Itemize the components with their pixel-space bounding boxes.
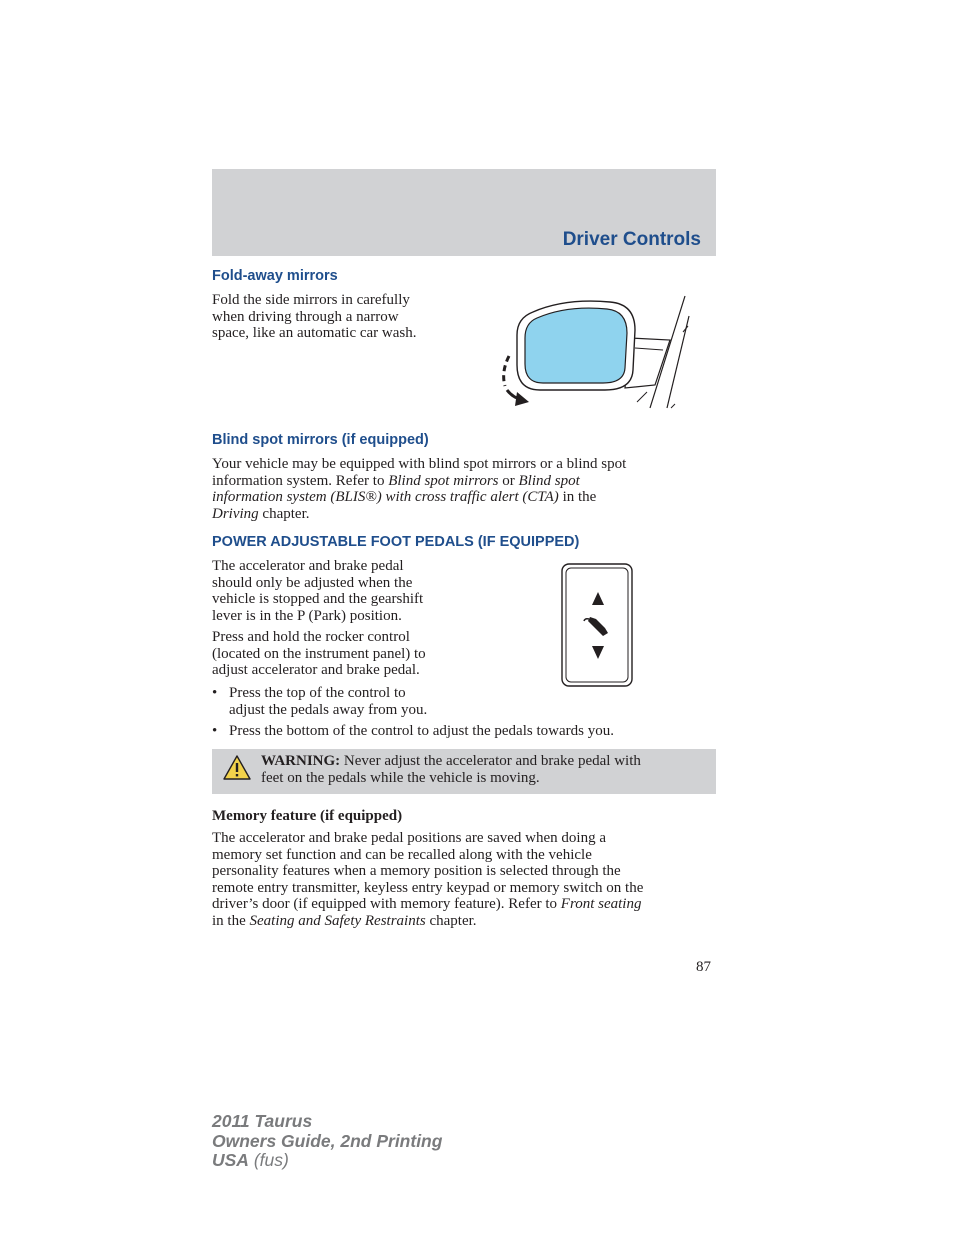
foldaway-line-3: space, like an automatic car wash. <box>212 325 417 341</box>
blindspot-line-3b: in the <box>558 489 597 505</box>
page-number: 87 <box>696 959 711 975</box>
blindspot-line-2c: or <box>498 472 519 489</box>
memory-text <box>212 830 643 929</box>
pedals-p1-line-2: should only be adjusted when the <box>212 574 413 591</box>
pedal-rocker-switch-illustration <box>561 563 633 688</box>
memory-chapter-seating: Seating and Safety Restraints <box>249 912 426 929</box>
blindspot-text <box>212 456 626 522</box>
warning-text <box>261 753 706 786</box>
blindspot-link-blis-b: information system (BLIS®) with cross traffic alert (CTA) <box>212 489 559 505</box>
footer-edition <box>212 1112 442 1171</box>
foldaway-line-2: when driving through a narrow <box>212 308 399 325</box>
memory-line-6a: in the <box>212 912 250 929</box>
side-mirror-illustration <box>495 290 710 415</box>
pedals-p2-line-2: (located on the instrument panel) to <box>212 645 426 662</box>
pedals-p2-line-3: adjust accelerator and brake pedal. <box>212 662 420 678</box>
pedals-p1-line-4: lever is in the P (Park) position. <box>212 607 402 624</box>
blindspot-link-mirrors: Blind spot mirrors <box>388 472 499 489</box>
memory-heading: Memory feature (if equipped) <box>212 808 403 824</box>
blindspot-line-1: Your vehicle may be equipped with blind spot mirrors or a blind spot <box>212 456 627 472</box>
warning-label: WARNING: <box>261 753 341 769</box>
memory-line-3: personality features when a memory position is selected through the <box>212 863 621 879</box>
footer-line-2: Owners Guide, 2nd Printing <box>212 1130 443 1151</box>
foldaway-line-1: Fold the side mirrors in carefully <box>212 292 410 308</box>
memory-line-6c: chapter. <box>425 912 477 929</box>
pedals-bullet-1-line-2: adjust the pedals away from you. <box>229 701 428 718</box>
foldaway-heading: Fold-away mirrors <box>212 268 338 284</box>
memory-line-4: remote entry transmitter, keyless entry keypad or memory switch on the <box>212 879 644 896</box>
warning-line-1: Never adjust the accelerator and brake pedal with <box>340 753 641 769</box>
pedals-bullet-1-line-1: Press the top of the control to <box>229 685 406 701</box>
header-band <box>212 169 716 256</box>
footer-line-1: 2011 Taurus <box>212 1111 313 1131</box>
pedals-bullet-2 <box>212 723 614 740</box>
pedals-heading: POWER ADJUSTABLE FOOT PEDALS (IF EQUIPPED) <box>212 534 580 550</box>
bullet-dot: • <box>212 685 218 701</box>
bullet-dot: • <box>212 723 218 739</box>
pedals-p2-line-1: Press and hold the rocker control <box>212 629 410 645</box>
memory-line-5a: driver’s door (if equipped with memory feature). Refer to <box>212 896 561 912</box>
pedals-p1-line-1: The accelerator and brake pedal <box>212 558 404 574</box>
memory-link-front-seating: Front seating <box>560 896 642 912</box>
blindspot-link-blis-a: Blind spot <box>518 472 580 489</box>
foldaway-text <box>212 292 417 342</box>
footer-line-3-code: (fus) <box>248 1150 289 1170</box>
warning-line-2: feet on the pedals while the vehicle is moving. <box>261 769 540 786</box>
memory-line-1: The accelerator and brake pedal positions are saved when doing a <box>212 830 606 846</box>
pedals-p1-line-3: vehicle is stopped and the gearshift <box>212 591 424 607</box>
warning-triangle-icon <box>222 754 252 782</box>
section-title: Driver Controls <box>562 229 701 250</box>
blindspot-heading: Blind spot mirrors (if equipped) <box>212 432 429 448</box>
pedals-paragraph-2 <box>212 629 426 679</box>
memory-line-2: memory set function and can be recalled along with the vehicle <box>212 846 592 863</box>
pedals-bullet-1 <box>212 685 427 718</box>
blindspot-line-2a: information system. Refer to <box>212 472 389 489</box>
blindspot-chapter-driving: Driving <box>212 505 259 522</box>
pedals-bullet-2-text: Press the bottom of the control to adjust the pedals towards you. <box>229 723 614 739</box>
warning-box <box>212 749 716 794</box>
blindspot-line-4b: chapter. <box>258 505 310 522</box>
pedals-paragraph-1 <box>212 558 423 624</box>
footer-line-3-country: USA <box>212 1150 249 1170</box>
